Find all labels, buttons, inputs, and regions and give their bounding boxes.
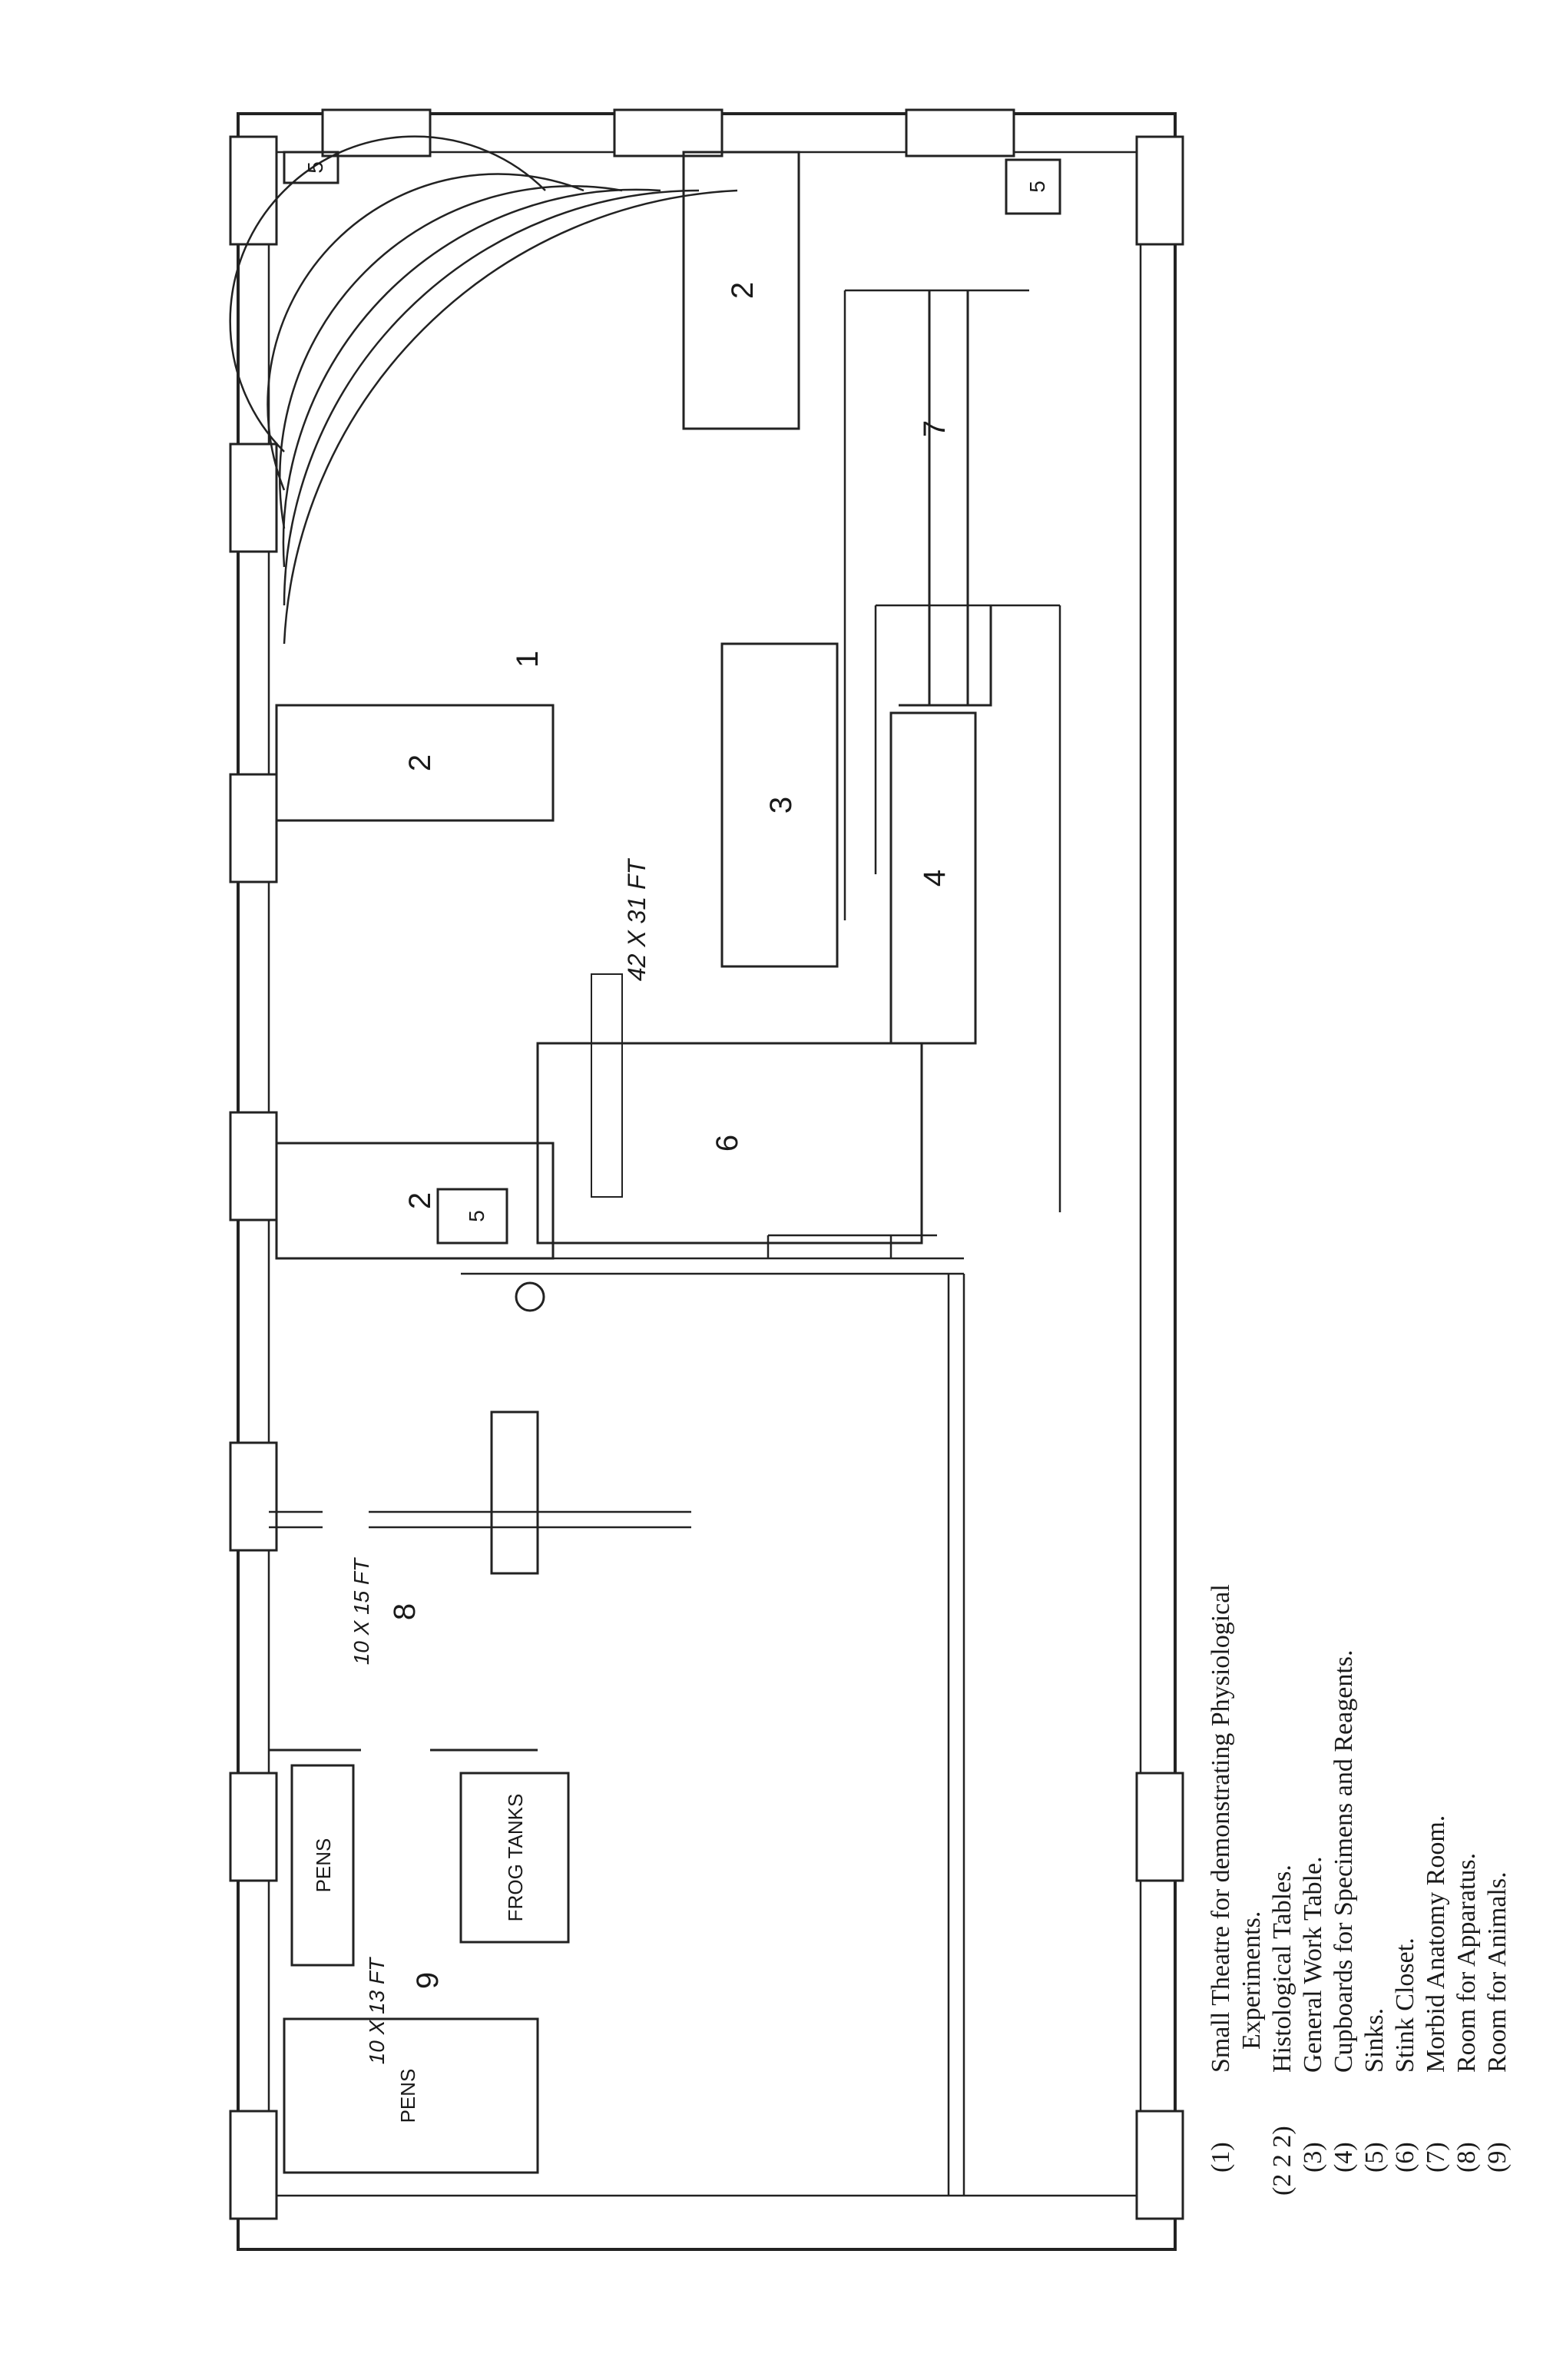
partition-drain xyxy=(516,1283,544,1311)
theatre-tiers xyxy=(230,137,737,644)
apparatus-cabinet xyxy=(492,1412,538,1573)
legend-text-5: Sinks. xyxy=(1360,2007,1389,2073)
label-histo-b: 2 xyxy=(403,754,437,772)
label-morbid-room: 7 xyxy=(918,419,952,438)
label-animals-room: 9 xyxy=(411,1971,445,1990)
label-theatre: 1 xyxy=(511,650,545,668)
legend-text-3: General Work Table. xyxy=(1299,1856,1327,2073)
legend-num-3: (3) xyxy=(1299,2142,1327,2173)
outer-walls xyxy=(238,114,1175,2249)
legend-text-8: Room for Apparatus. xyxy=(1452,1852,1481,2073)
legend-text-2: Histological Tables. xyxy=(1268,1865,1296,2073)
label-cupboards: 4 xyxy=(918,869,952,887)
label-sink-c: 5 xyxy=(1025,181,1049,193)
label-main-dimensions: 42 X 31 FT xyxy=(623,859,651,982)
label-histo-a: 2 xyxy=(403,1192,437,1210)
windows xyxy=(230,110,1183,2219)
legend-num-4: (4) xyxy=(1330,2142,1358,2173)
label-apparatus-dimensions: 10 X 15 FT xyxy=(349,1558,373,1666)
legend xyxy=(1207,1584,1512,2196)
legend-num-9: (9) xyxy=(1483,2142,1512,2173)
legend-num-5: (5) xyxy=(1360,2142,1389,2173)
label-sink-b: 5 xyxy=(465,1210,488,1222)
hatched-bench xyxy=(591,974,622,1197)
legend-text-6: Stink Closet. xyxy=(1391,1937,1419,2073)
label-stink-closet: 6 xyxy=(710,1134,744,1152)
legend-num-6: (6) xyxy=(1391,2142,1419,2173)
legend-text-7: Morbid Anatomy Room. xyxy=(1422,1815,1450,2073)
legend-text-9: Room for Animals. xyxy=(1483,1871,1512,2073)
legend-cont-1: Experiments. xyxy=(1237,1911,1266,2050)
label-histo-c: 2 xyxy=(726,281,760,300)
label-work-table: 3 xyxy=(764,796,798,814)
legend-num-7: (7) xyxy=(1422,2142,1450,2173)
label-pens-left: PENS xyxy=(396,2068,419,2123)
legend-text-4: Cupboards for Specimens and Reagents. xyxy=(1330,1649,1358,2073)
label-animals-dimensions: 10 X 13 FT xyxy=(365,1957,389,2065)
label-sink-a: 5 xyxy=(303,161,327,174)
legend-num-1: (1) xyxy=(1207,2142,1235,2173)
legend-num-2: (2 2 2) xyxy=(1268,2126,1296,2196)
legend-text-1: Small Theatre for demonstrating Physiological xyxy=(1207,1584,1235,2073)
label-frog-tanks: FROG TANKS xyxy=(504,1793,527,1922)
morbid-room-bench xyxy=(899,290,991,705)
label-pens-upper: PENS xyxy=(312,1838,335,1893)
label-apparatus-room: 8 xyxy=(388,1603,422,1621)
legend-num-8: (8) xyxy=(1452,2142,1481,2173)
